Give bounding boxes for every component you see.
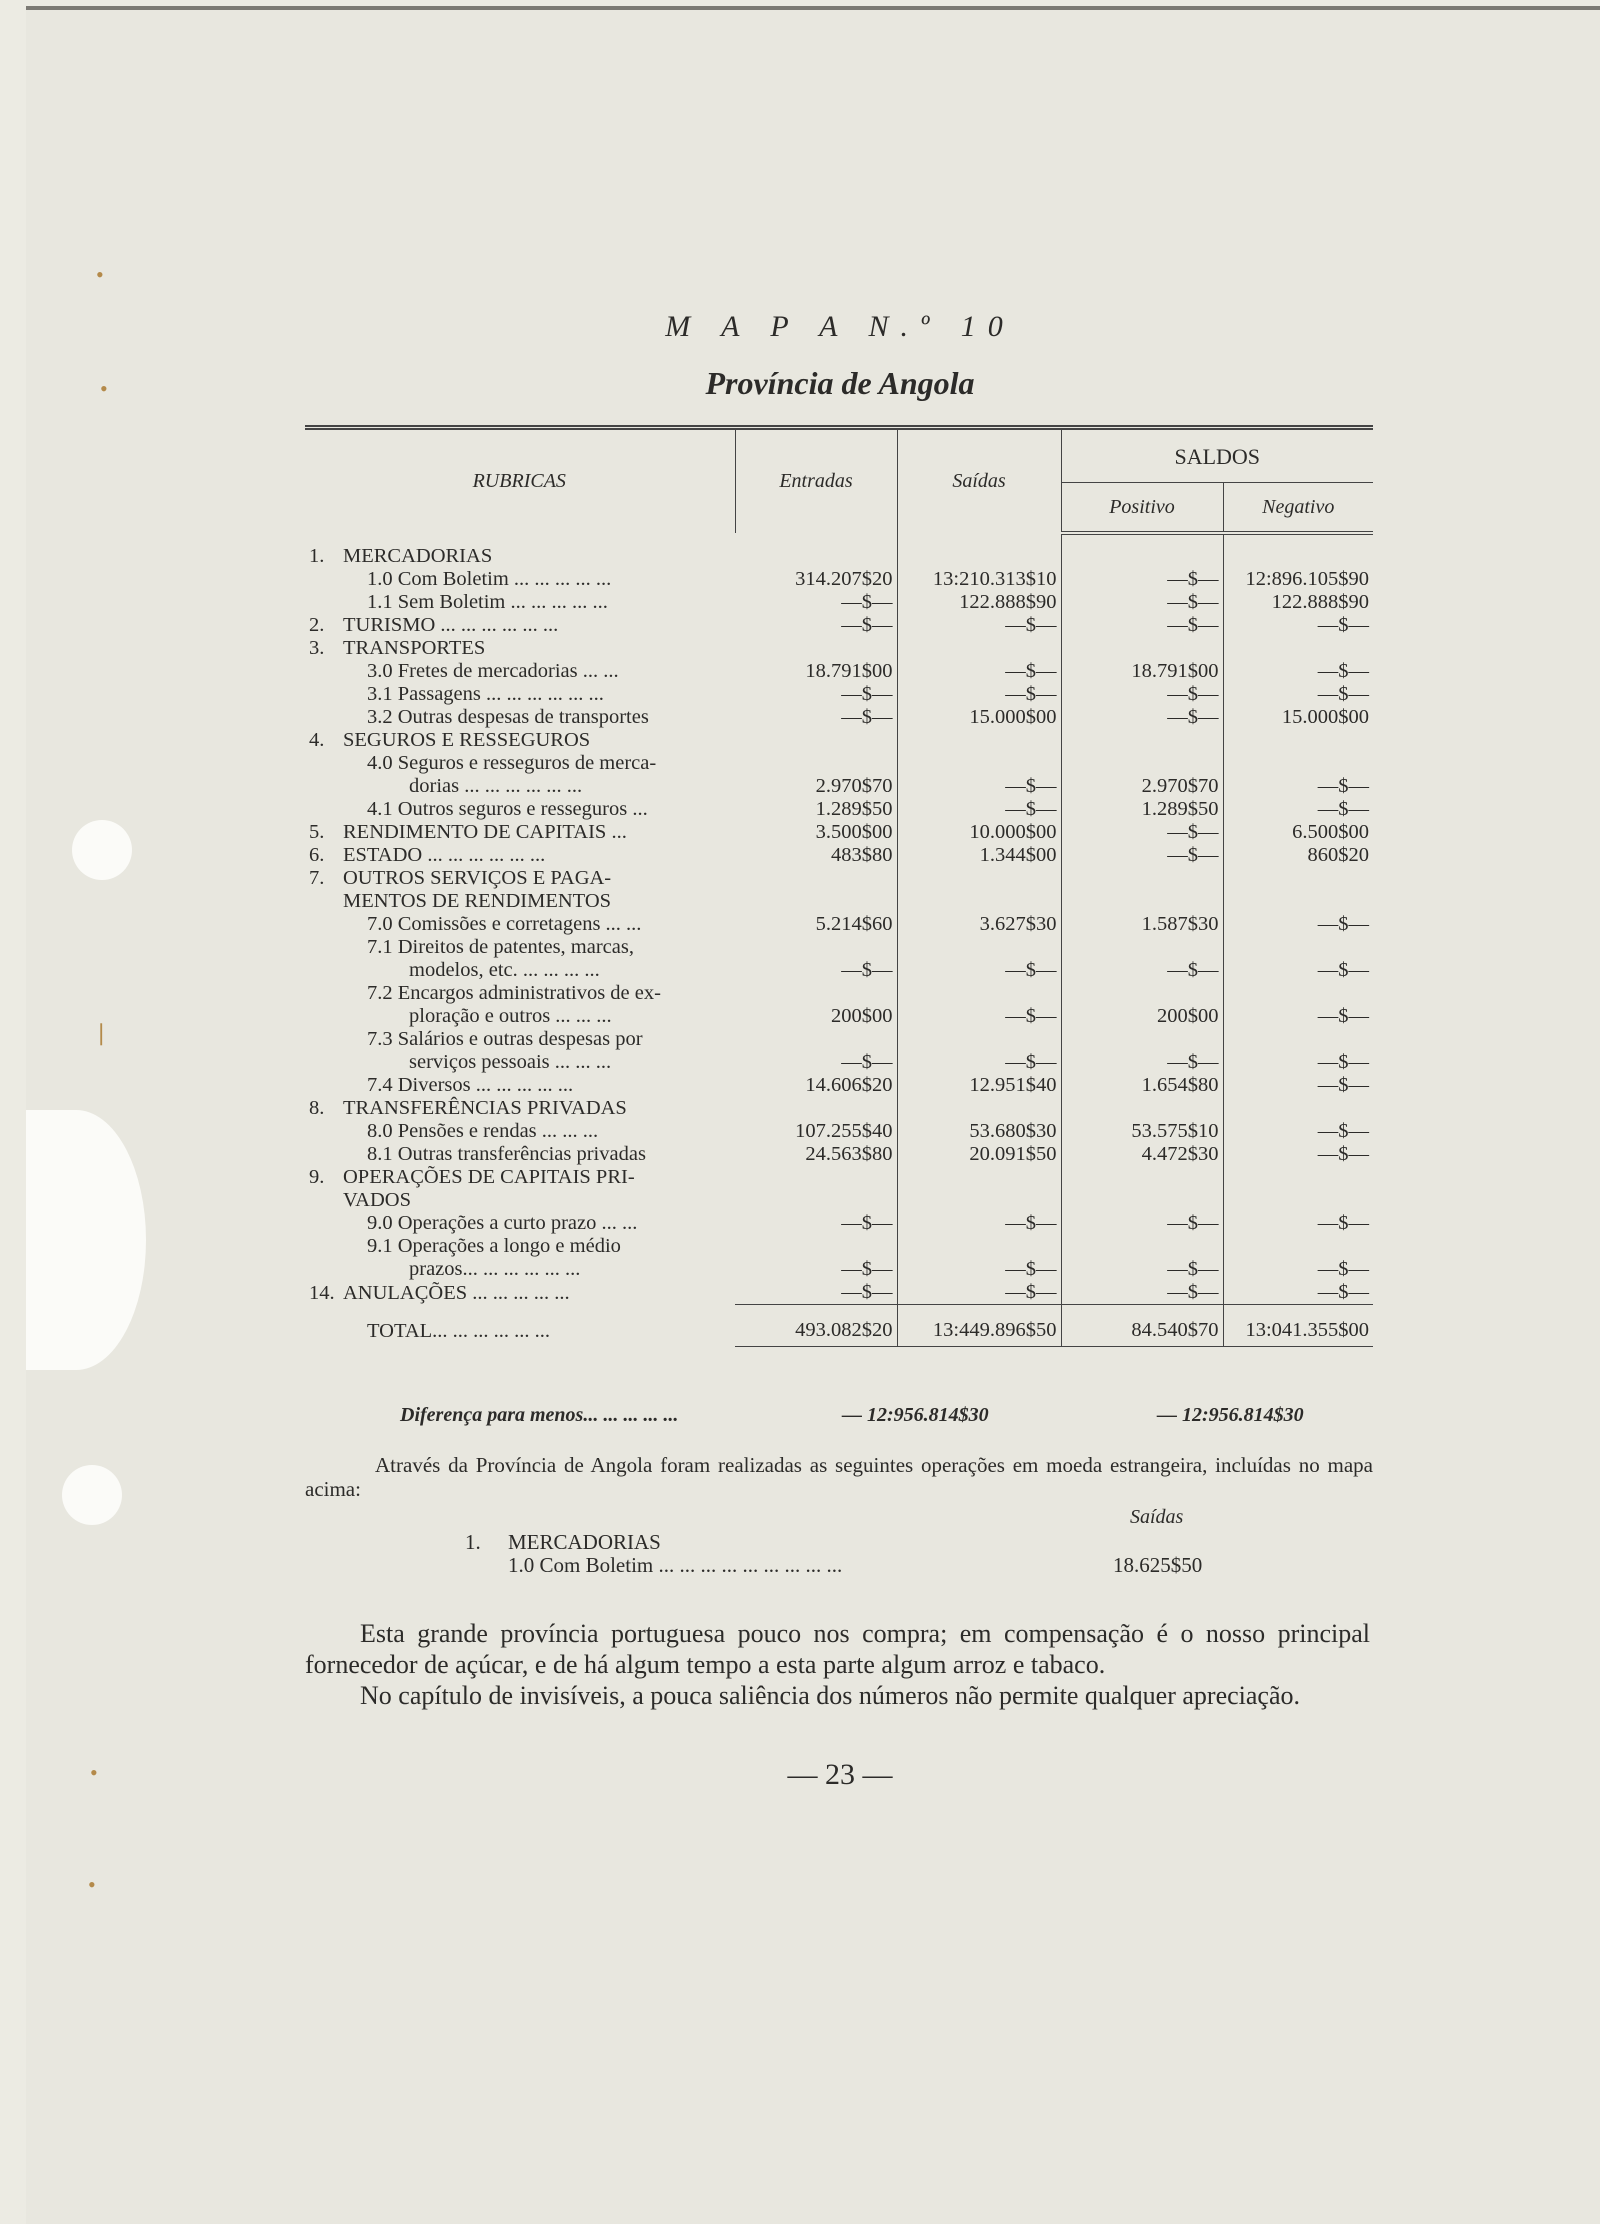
province-title: Província de Angola bbox=[705, 365, 975, 401]
rubric-label: modelos, etc. ... ... ... ... bbox=[409, 959, 600, 981]
cell-neg: —$— bbox=[1317, 1120, 1370, 1142]
cell-pos: 200$00 bbox=[1061, 1005, 1223, 1028]
paper-fleck: • bbox=[88, 1872, 96, 1897]
table-row bbox=[305, 660, 1373, 683]
cell-sai bbox=[897, 752, 1061, 775]
table-row bbox=[305, 936, 1373, 959]
paper-fleck: • bbox=[90, 1760, 98, 1785]
table-row bbox=[305, 637, 1373, 660]
cell-ent bbox=[735, 1235, 897, 1258]
cell-sai: 122.888$90 bbox=[897, 591, 1061, 614]
cell-neg bbox=[1223, 1166, 1373, 1189]
rubric-number: 3. bbox=[309, 637, 325, 659]
table-row bbox=[305, 1051, 1373, 1074]
cell-sai: 3.627$30 bbox=[897, 913, 1061, 936]
cell-ent: 2.970$70 bbox=[735, 775, 897, 798]
cell-pos: —$— bbox=[1061, 844, 1223, 867]
cell-pos bbox=[1061, 1235, 1223, 1258]
table-row bbox=[305, 1097, 1373, 1120]
cell-sai: 1.344$00 bbox=[897, 844, 1061, 867]
rubric-label: ploração e outros ... ... ... bbox=[409, 1005, 612, 1027]
cell-ent: —$— bbox=[735, 1051, 897, 1074]
cell-ent: —$— bbox=[735, 706, 897, 729]
note-col-head: Saídas bbox=[1130, 1506, 1184, 1528]
cell-sai bbox=[897, 1097, 1061, 1120]
cell-pos bbox=[1061, 1166, 1223, 1189]
cell-sai: —$— bbox=[897, 660, 1061, 683]
col-positivo: Positivo bbox=[1061, 483, 1223, 534]
cell-pos bbox=[1061, 982, 1223, 1005]
cell-ent: 314.207$20 bbox=[735, 568, 897, 591]
table-row bbox=[305, 959, 1373, 982]
table-row bbox=[305, 1212, 1373, 1235]
rubric-label: 1.0 Com Boletim ... ... ... ... ... bbox=[367, 568, 612, 590]
cell-pos bbox=[1061, 867, 1223, 890]
cell-ent: 483$80 bbox=[735, 844, 897, 867]
cell-ent: 107.255$40 bbox=[735, 1120, 897, 1143]
cell-ent: 5.214$60 bbox=[735, 913, 897, 936]
table-row bbox=[305, 1235, 1373, 1258]
table-row bbox=[305, 890, 1373, 913]
cell-neg: —$— bbox=[1317, 683, 1370, 705]
col-negativo: Negativo bbox=[1223, 483, 1373, 534]
rubric-number: 14. bbox=[309, 1281, 335, 1304]
cell-ent: —$— bbox=[735, 1212, 897, 1235]
cell-neg: —$— bbox=[1317, 660, 1370, 682]
rubric-number: 4. bbox=[309, 729, 325, 751]
binder-hole bbox=[62, 1465, 122, 1525]
rubric-label: ESTADO ... ... ... ... ... ... bbox=[343, 844, 546, 866]
rubric-number: 5. bbox=[309, 821, 325, 843]
cell-pos: 18.791$00 bbox=[1061, 660, 1223, 683]
table-row bbox=[305, 752, 1373, 775]
cell-pos: 1.587$30 bbox=[1061, 913, 1223, 936]
cell-sai bbox=[897, 1189, 1061, 1212]
cell-pos bbox=[1061, 729, 1223, 752]
rubric-label: 8.1 Outras transferências privadas bbox=[367, 1143, 646, 1165]
rubric-number: 9. bbox=[309, 1166, 325, 1188]
cell-sai bbox=[897, 637, 1061, 660]
rubric-label: 3.1 Passagens ... ... ... ... ... ... bbox=[367, 683, 604, 705]
table-row bbox=[305, 1281, 1373, 1305]
table-row bbox=[305, 614, 1373, 637]
cell-sai: —$— bbox=[897, 683, 1061, 706]
table-row bbox=[305, 683, 1373, 706]
table-row bbox=[305, 1028, 1373, 1051]
cell-sai: —$— bbox=[897, 798, 1061, 821]
cell-ent bbox=[735, 533, 897, 568]
cell-neg bbox=[1223, 982, 1373, 1005]
total-label: TOTAL... ... ... ... ... ... bbox=[367, 1319, 551, 1342]
cell-ent bbox=[735, 1189, 897, 1212]
rubric-label: RENDIMENTO DE CAPITAIS ... bbox=[343, 821, 627, 843]
rubric-label: TRANSPORTES bbox=[343, 637, 486, 659]
paper-fleck: • bbox=[100, 376, 108, 401]
table-row bbox=[305, 1166, 1373, 1189]
cell-sai: —$— bbox=[897, 614, 1061, 637]
cell-pos bbox=[1061, 1097, 1223, 1120]
cell-neg: —$— bbox=[1317, 959, 1370, 981]
cell-sai bbox=[897, 936, 1061, 959]
rubric-label: 4.1 Outros seguros e resseguros ... bbox=[367, 798, 648, 820]
table-body bbox=[305, 533, 1373, 1305]
cell-pos: —$— bbox=[1061, 591, 1223, 614]
table-row bbox=[305, 706, 1373, 729]
col-entradas: Entradas bbox=[735, 428, 897, 534]
cell-neg: 6.500$00 bbox=[1292, 821, 1370, 843]
rubric-label: SEGUROS E RESSEGUROS bbox=[343, 729, 591, 751]
cell-neg bbox=[1223, 533, 1373, 568]
cell-pos: —$— bbox=[1061, 1212, 1223, 1235]
rubric-label: ANULAÇÕES ... ... ... ... ... bbox=[343, 1281, 570, 1304]
rubric-label: 7.4 Diversos ... ... ... ... ... bbox=[367, 1074, 574, 1096]
cell-ent: 18.791$00 bbox=[735, 660, 897, 683]
rubric-label: MERCADORIAS bbox=[343, 545, 493, 567]
cell-sai bbox=[897, 729, 1061, 752]
rubric-label: MENTOS DE RENDIMENTOS bbox=[343, 890, 612, 912]
cell-neg bbox=[1223, 637, 1373, 660]
cell-ent: —$— bbox=[735, 1258, 897, 1281]
cell-pos bbox=[1061, 752, 1223, 775]
col-saidas: Saídas bbox=[897, 428, 1061, 534]
rubric-label: 7.3 Salários e outras despesas por bbox=[367, 1028, 643, 1050]
cell-pos: —$— bbox=[1061, 568, 1223, 591]
rubric-label: prazos... ... ... ... ... ... bbox=[409, 1258, 581, 1280]
commentary-paragraph-1: Esta grande província portuguesa pouco nos compra; em compensação é o nosso principal fornecedor de açúcar, e de há algum tempo a esta parte algum arroz e tabaco. bbox=[305, 1619, 1370, 1679]
table-row bbox=[305, 1143, 1373, 1166]
rubric-number: 2. bbox=[309, 614, 325, 636]
rubric-label: TRANSFERÊNCIAS PRIVADAS bbox=[343, 1097, 627, 1119]
note-item-num: 1. bbox=[465, 1530, 481, 1554]
table-row bbox=[305, 1189, 1373, 1212]
commentary-paragraph-2: No capítulo de invisíveis, a pouca saliência dos números não permite qualquer apreciação. bbox=[360, 1681, 1300, 1710]
cell-pos: —$— bbox=[1061, 1051, 1223, 1074]
cell-sai bbox=[897, 1235, 1061, 1258]
cell-ent: 1.289$50 bbox=[735, 798, 897, 821]
note-item-label: MERCADORIAS bbox=[508, 1530, 661, 1554]
table-row bbox=[305, 821, 1373, 844]
cell-sai: —$— bbox=[897, 1005, 1061, 1028]
cell-neg: —$— bbox=[1317, 614, 1370, 636]
cell-pos: —$— bbox=[1061, 706, 1223, 729]
cell-neg bbox=[1223, 1097, 1373, 1120]
cell-sai: 20.091$50 bbox=[897, 1143, 1061, 1166]
cell-pos: 1.654$80 bbox=[1061, 1074, 1223, 1097]
paper-fleck: ❘ bbox=[92, 1020, 111, 1045]
cell-pos: —$— bbox=[1061, 683, 1223, 706]
cell-ent: —$— bbox=[735, 683, 897, 706]
cell-sai: 15.000$00 bbox=[897, 706, 1061, 729]
table-row bbox=[305, 591, 1373, 614]
total-positivo: 84.540$70 bbox=[1061, 1305, 1223, 1347]
table-row bbox=[305, 775, 1373, 798]
rubric-label: 8.0 Pensões e rendas ... ... ... bbox=[367, 1120, 599, 1142]
cell-neg: —$— bbox=[1317, 1005, 1370, 1027]
cell-neg: 860$20 bbox=[1307, 844, 1370, 866]
table-row bbox=[305, 867, 1373, 890]
rubric-label: serviços pessoais ... ... ... bbox=[409, 1051, 612, 1073]
cell-ent bbox=[735, 982, 897, 1005]
cell-sai: 53.680$30 bbox=[897, 1120, 1061, 1143]
cell-pos: 2.970$70 bbox=[1061, 775, 1223, 798]
cell-pos: —$— bbox=[1061, 1258, 1223, 1281]
difference-label: Diferença para menos... ... ... ... ... bbox=[400, 1404, 679, 1426]
rubric-label: 9.0 Operações a curto prazo ... ... bbox=[367, 1212, 638, 1234]
cell-pos: 53.575$10 bbox=[1061, 1120, 1223, 1143]
cell-ent bbox=[735, 752, 897, 775]
total-entradas: 493.082$20 bbox=[735, 1305, 897, 1347]
binder-hole bbox=[72, 820, 132, 880]
cell-pos: 4.472$30 bbox=[1061, 1143, 1223, 1166]
table-row bbox=[305, 1120, 1373, 1143]
table-row bbox=[305, 798, 1373, 821]
difference-value-saidas: — 12:956.814$30 bbox=[842, 1404, 989, 1426]
cell-ent: —$— bbox=[735, 1281, 897, 1305]
rubric-label: 7.1 Direitos de patentes, marcas, bbox=[367, 936, 634, 958]
cell-pos bbox=[1061, 936, 1223, 959]
cell-ent bbox=[735, 637, 897, 660]
table-row bbox=[305, 1005, 1373, 1028]
cell-ent bbox=[735, 1097, 897, 1120]
page-number: — 23 — bbox=[787, 1758, 893, 1791]
rubric-label: TURISMO ... ... ... ... ... ... bbox=[343, 614, 559, 636]
cell-neg bbox=[1223, 890, 1373, 913]
cell-sai bbox=[897, 890, 1061, 913]
cell-neg bbox=[1223, 729, 1373, 752]
cell-neg: —$— bbox=[1317, 913, 1370, 935]
rubric-label: OUTROS SERVIÇOS E PAGA- bbox=[343, 867, 612, 889]
difference-value-negativo: — 12:956.814$30 bbox=[1157, 1404, 1304, 1426]
cell-pos bbox=[1061, 1028, 1223, 1051]
cell-neg: —$— bbox=[1317, 1074, 1370, 1096]
cell-neg: 15.000$00 bbox=[1281, 706, 1370, 728]
note-sub-value: 18.625$50 bbox=[1113, 1553, 1203, 1577]
commentary bbox=[305, 1618, 1370, 1711]
col-rubricas: RUBRICAS bbox=[305, 428, 735, 534]
rubric-label: 9.1 Operações a longo e médio bbox=[367, 1235, 621, 1257]
cell-ent: 200$00 bbox=[735, 1005, 897, 1028]
rubric-label: 7.0 Comissões e corretagens ... ... bbox=[367, 913, 642, 935]
cell-sai: —$— bbox=[897, 775, 1061, 798]
cell-neg: —$— bbox=[1317, 798, 1370, 820]
cell-pos: 1.289$50 bbox=[1061, 798, 1223, 821]
cell-sai bbox=[897, 1166, 1061, 1189]
cell-neg: —$— bbox=[1317, 1143, 1370, 1165]
cell-ent: 3.500$00 bbox=[735, 821, 897, 844]
cell-sai bbox=[897, 1028, 1061, 1051]
rubric-label: 1.1 Sem Boletim ... ... ... ... ... bbox=[367, 591, 608, 613]
rubric-number: 8. bbox=[309, 1097, 325, 1119]
cell-neg bbox=[1223, 1235, 1373, 1258]
cell-ent bbox=[735, 936, 897, 959]
cell-pos: —$— bbox=[1061, 614, 1223, 637]
table-row bbox=[305, 533, 1373, 568]
cell-pos: —$— bbox=[1061, 959, 1223, 982]
table-row bbox=[305, 982, 1373, 1005]
cell-neg: —$— bbox=[1317, 1258, 1370, 1280]
cell-neg bbox=[1223, 936, 1373, 959]
cell-ent bbox=[735, 1028, 897, 1051]
cell-ent: —$— bbox=[735, 959, 897, 982]
total-row bbox=[305, 1305, 1373, 1347]
cell-ent bbox=[735, 890, 897, 913]
cell-neg: —$— bbox=[1317, 1051, 1370, 1073]
note-sub-label: 1.0 Com Boletim ... ... ... ... ... ... ... ... ... bbox=[508, 1553, 843, 1577]
cell-pos bbox=[1061, 890, 1223, 913]
cell-ent bbox=[735, 1166, 897, 1189]
paper-fleck: • bbox=[96, 262, 104, 287]
table-row bbox=[305, 844, 1373, 867]
cell-pos bbox=[1061, 533, 1223, 568]
col-saldos: SALDOS bbox=[1061, 428, 1373, 483]
rubric-label: VADOS bbox=[343, 1189, 411, 1211]
rubric-label: 7.2 Encargos administrativos de ex- bbox=[367, 982, 661, 1004]
cell-neg: 12:896.105$90 bbox=[1245, 568, 1370, 590]
cell-neg bbox=[1223, 1028, 1373, 1051]
cell-pos bbox=[1061, 1189, 1223, 1212]
cell-sai bbox=[897, 533, 1061, 568]
rubric-label: 3.0 Fretes de mercadorias ... ... bbox=[367, 660, 619, 682]
cell-sai: 12.951$40 bbox=[897, 1074, 1061, 1097]
table-row bbox=[305, 729, 1373, 752]
cell-ent bbox=[735, 729, 897, 752]
cell-ent bbox=[735, 867, 897, 890]
cell-sai: 10.000$00 bbox=[897, 821, 1061, 844]
cell-pos: —$— bbox=[1061, 821, 1223, 844]
rubric-label: 4.0 Seguros e resseguros de merca- bbox=[367, 752, 657, 774]
rubric-label: 3.2 Outras despesas de transportes bbox=[367, 706, 649, 728]
map-title: M A P A N.º 10 bbox=[665, 310, 1015, 343]
rubric-label: OPERAÇÕES DE CAPITAIS PRI- bbox=[343, 1166, 635, 1188]
cell-sai bbox=[897, 867, 1061, 890]
cell-neg: —$— bbox=[1317, 1281, 1370, 1303]
rubric-number: 7. bbox=[309, 867, 325, 889]
cell-neg bbox=[1223, 867, 1373, 890]
cell-neg: —$— bbox=[1317, 775, 1370, 797]
foreign-currency-note bbox=[305, 1453, 1373, 1501]
cell-neg: —$— bbox=[1317, 1212, 1370, 1234]
rubric-label: dorias ... ... ... ... ... ... bbox=[409, 775, 583, 797]
table-row bbox=[305, 913, 1373, 936]
cell-neg: 122.888$90 bbox=[1271, 591, 1370, 613]
table-row bbox=[305, 1258, 1373, 1281]
cell-ent: —$— bbox=[735, 614, 897, 637]
balance-table bbox=[305, 425, 1373, 1347]
cell-ent: 14.606$20 bbox=[735, 1074, 897, 1097]
total-saidas: 13:449.896$50 bbox=[897, 1305, 1061, 1347]
cell-ent: 24.563$80 bbox=[735, 1143, 897, 1166]
cell-sai: —$— bbox=[897, 959, 1061, 982]
cell-pos bbox=[1061, 637, 1223, 660]
cell-sai: —$— bbox=[897, 1051, 1061, 1074]
table-row bbox=[305, 1074, 1373, 1097]
cell-neg bbox=[1223, 1189, 1373, 1212]
table-row bbox=[305, 568, 1373, 591]
note-text: Através da Província de Angola foram realizadas as seguintes operações em moeda estrangeira, incluídas no mapa acima: bbox=[305, 1453, 1373, 1501]
cell-neg bbox=[1223, 752, 1373, 775]
cell-sai: —$— bbox=[897, 1212, 1061, 1235]
cell-pos: —$— bbox=[1061, 1281, 1223, 1305]
total-negativo: 13:041.355$00 bbox=[1223, 1305, 1373, 1347]
cell-sai: —$— bbox=[897, 1281, 1061, 1305]
cell-sai bbox=[897, 982, 1061, 1005]
rubric-number: 1. bbox=[309, 545, 325, 567]
cell-sai: 13:210.313$10 bbox=[897, 568, 1061, 591]
cell-sai: —$— bbox=[897, 1258, 1061, 1281]
rubric-number: 6. bbox=[309, 844, 325, 866]
cell-ent: —$— bbox=[735, 591, 897, 614]
